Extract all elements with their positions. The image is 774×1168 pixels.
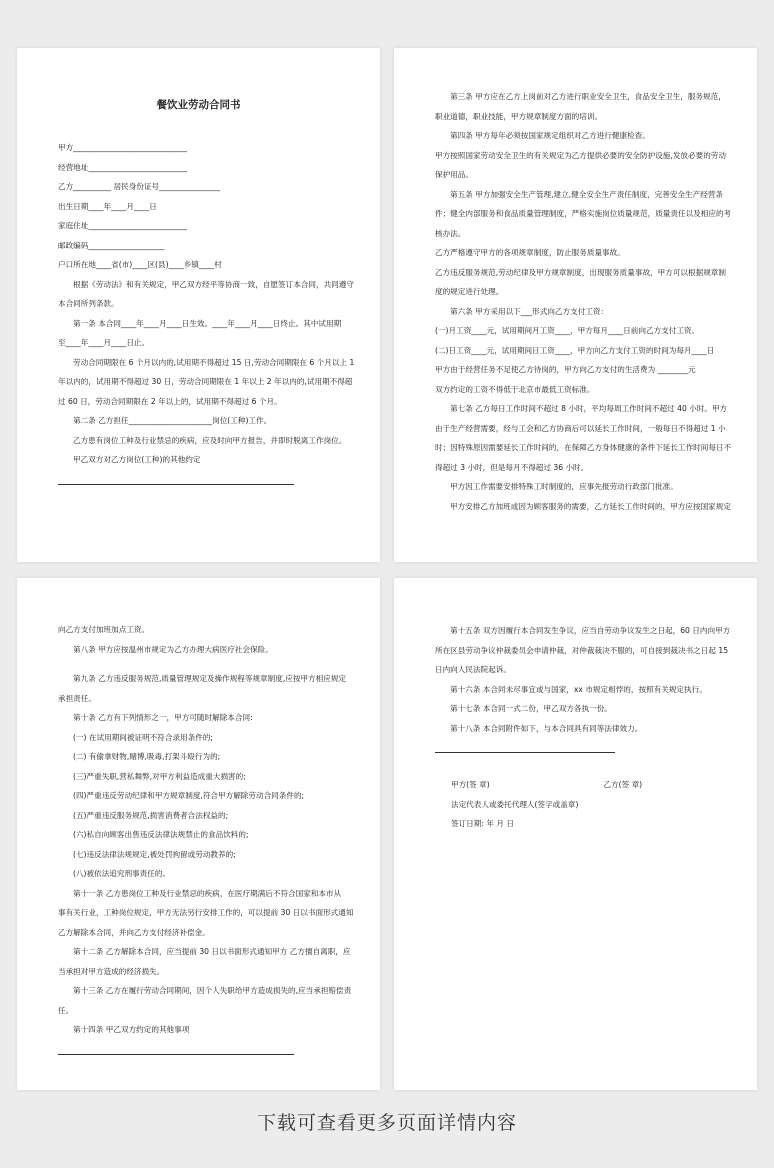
- contract-page-3: [17, 578, 380, 1090]
- article-10-item: (一) 在试用期间被证明不符合录用条件的;: [73, 732, 213, 742]
- postal-code-line: 邮政编码____________________: [58, 240, 165, 250]
- article-10-item: (三)严重失职,营私舞弊,对甲方利益造成重大损害的;: [73, 771, 246, 781]
- other-agreement-line: 甲乙双方对乙方岗位(工种)的其他约定: [73, 455, 201, 464]
- article-9-line: 承担责任。: [58, 693, 96, 703]
- probation-line: 年以内的，试用期不得超过 30 日，劳动合同期限在 1 年以上 2 年以内的,试用期不得超: [58, 377, 353, 386]
- representative-line: 法定代表人或委托代理人(签字或盖章): [451, 799, 579, 809]
- article-4-line: 第四条 甲方每年必须按国家规定组织对乙方进行健康检查。: [450, 131, 650, 140]
- article-2-line: 乙方患有岗位工种及行业禁忌的疾病，应及时向甲方报告，并即时脱离工作岗位。: [73, 435, 347, 445]
- article-10-item: (二) 有偷拿财物,赌博,吸毒,打架斗殴行为的;: [73, 752, 221, 761]
- article-15-line: 第十五条 双方因履行本合同发生争议，应当自劳动争议发生之日起，60 日内向甲方: [450, 626, 731, 635]
- sign-date-line: 签订日期: 年 月 日: [451, 819, 514, 828]
- article-3-line: 职业道德，职业技能，甲方规章制度方面的培训。: [435, 111, 603, 121]
- article-7-line: 甲方因工作需要安排特殊工时制度的，应事先报劳动行政部门批准。: [450, 482, 678, 491]
- article-6-line: (一)月工资____元，试用期间月工资____，甲方每月____日前向乙方支付工资。: [435, 326, 700, 335]
- article-5-line: 乙方违反服务规范,劳动纪律及甲方规章制度，出现服务质量事故，甲方可以根据规章制: [435, 267, 726, 277]
- article-15-line: 日内向人民法院起诉。: [435, 665, 511, 674]
- article-8-line: 第八条 甲方应按温州市规定为乙方办理大病医疗社会保险。: [73, 644, 273, 654]
- preamble-line: 本合同所列条款。: [58, 299, 119, 308]
- birth-date-line: 出生日期____年____月____日: [58, 201, 157, 211]
- article-11-line: 乙方解除本合同，并向乙方支付经济补偿金。: [58, 927, 210, 937]
- article-7-line: 由于生产经营需要，经与工会和乙方协商后可以延长工作时间，一般每日不得超过 1 小: [435, 423, 726, 433]
- article-6-line: 双方约定的工资不得低于北京市最低工资标准。: [435, 384, 595, 394]
- article-4-line: 甲方按照国家劳动安全卫生的有关规定为乙方提供必要的安全防护设施,发放必要的劳动: [435, 150, 726, 160]
- contract-page-2: [394, 48, 757, 562]
- article-11-line: 事有关行业，工种岗位规定，甲方无法另行安排工作的，可以提前 30 日以书面形式通知: [58, 908, 354, 917]
- article-7-line: 时；因特殊原因需要延长工作时间的，在保障乙方身体健康的条件下延长工作时间每日不: [435, 443, 732, 452]
- article-2-line: 第二条 乙方担任______________________岗位(工种)工作。: [73, 416, 272, 425]
- article-17-line: 第十七条 本合同一式二份，甲乙双方各执一份。: [450, 704, 612, 713]
- article-18-line: 第十八条 本合同附件如下，与本合同具有同等法律效力。: [450, 723, 643, 733]
- article-7-line: 甲方安排乙方加班或因为顾客服务的需要，乙方延长工作时间的，甲方应按国家规定: [450, 501, 731, 511]
- article-11-line: 第十一条 乙方患岗位工种及行业禁忌的疾病，在医疗期满后不符合国家和本市从: [73, 888, 342, 898]
- article-10-item: (八)被依法追究刑事责任的。: [73, 869, 171, 878]
- article-1-line: 第一条 本合同____年____月____日生效。____年____月____日终止。其中试用期: [73, 318, 342, 328]
- article-5-line: 乙方严格遵守甲方的各项规章制度，防止服务质量事故。: [435, 248, 625, 257]
- download-prompt: 下载可查看更多页面详情内容: [256, 1112, 517, 1134]
- article-9-line: 第九条 乙方违反服务规范,质量管理规定及操作规程等规章制度,应按甲方相应规定: [73, 674, 347, 683]
- article-5-line: 第五条 甲方加强安全生产管理,建立,健全安全生产责任制度，完善安全生产经营条: [450, 189, 724, 199]
- party-b-line: 乙方__________ 居民身份证号________________: [58, 182, 220, 191]
- article-16-line: 第十六条 本合同未尽事宜或与国家，xx 市规定相悖的，按照有关规定执行。: [450, 684, 707, 694]
- article-6-line: 甲方由于经营任务不足使乙方待岗的，甲方向乙方支付的生活费为 ________元: [435, 365, 696, 374]
- article-10-item: (四)严重违反劳动纪律和甲方规章制度,符合甲方解除劳动合同条件的;: [73, 791, 305, 800]
- article-12-line: 当承担对甲方造成的经济损失。: [58, 966, 165, 976]
- article-15-line: 所在区县劳动争议仲裁委员会申请仲裁，对仲裁裁决不服的，可自接到裁决书之日起 15: [435, 645, 729, 655]
- article-7-line: 第七条 乙方每日工作时间不超过 8 小时，平均每周工作时间不超过 40 小时。甲方: [450, 404, 728, 413]
- blank-rule: [435, 752, 615, 753]
- blank-rule: [58, 484, 294, 485]
- business-address-line: 经营地址__________________________: [58, 162, 188, 172]
- article-3-line: 第三条 甲方应在乙方上岗前对乙方进行职业安全卫生，食品安全卫生，服务规范，: [450, 92, 726, 101]
- contract-page-1: [17, 48, 380, 562]
- blank-rule: [58, 1054, 294, 1055]
- article-10-item: (六)私自向顾客出售违反法律法规禁止的食品饮料的;: [73, 830, 249, 839]
- article-5-line: 核办法。: [435, 228, 466, 238]
- contract-title: 餐饮业劳动合同书: [156, 99, 241, 111]
- article-7-line: 得超过 3 小时，但是每月不得超过 36 小时。: [435, 462, 589, 472]
- article-6-line: (二)日工资____元，试用期间日工资____，甲方向乙方支付工资的时间为每月____日: [435, 345, 715, 355]
- party-a-signature: 甲方(签 章): [451, 780, 490, 789]
- article-10-item: (七)违反法律法规规定,被处罚拘留或劳动教养的;: [73, 849, 236, 859]
- article-12-line: 第十二条 乙方解除本合同，应当提前 30 日以书面形式通知甲方 乙方擅自离职，应: [73, 947, 351, 956]
- party-b-signature: 乙方(签 章): [603, 780, 643, 789]
- party-a-line: 甲方______________________________: [58, 143, 188, 152]
- article-14-line: 第十四条 甲乙双方约定的其他事项: [73, 1025, 190, 1034]
- article-10-item: (五)严重违反服务规范,损害消费者合法权益的;: [73, 810, 229, 820]
- signature-row: [435, 775, 743, 795]
- household-registration-line: 户口所在地____省(市)____区(县)____乡镇____村: [58, 260, 222, 269]
- probation-line: 劳动合同期限在 6 个月以内的,试用期不得超过 15 日,劳动合同期限在 6 个月以上 1: [73, 357, 355, 367]
- article-5-line: 件；健全内部服务和食品质量管理制度，严格实施岗位质量规范，质量责任以及相应的考: [435, 209, 732, 218]
- article-4-line: 保护用品。: [435, 170, 473, 179]
- contract-page-4: [394, 578, 757, 1090]
- home-address-line: 家庭住址__________________________: [58, 221, 188, 230]
- article-6-line: 第六条 甲方采用以下___形式向乙方支付工资：: [450, 306, 609, 316]
- probation-line: 过 60 日，劳动合同期限在 2 年以上的，试用期不得超过 6 个月。: [58, 396, 282, 406]
- article-13-line: 任。: [58, 1005, 74, 1015]
- article-5-line: 度的规定进行处理。: [435, 287, 504, 296]
- article-7-line: 向乙方支付加班加点工资。: [58, 625, 150, 634]
- article-10-line: 第十条 乙方有下列情形之一，甲方可随时解除本合同:: [73, 713, 253, 722]
- article-13-line: 第十三条 乙方在履行劳动合同期间，因个人失职给甲方造成损失的,应当承担赔偿责: [73, 986, 352, 995]
- preamble-line: 根据《劳动法》和有关规定，甲乙双方经平等协商一致，自愿签订本合同，共同遵守: [73, 279, 354, 289]
- article-1-line: 至____年____月____日止。: [58, 338, 150, 347]
